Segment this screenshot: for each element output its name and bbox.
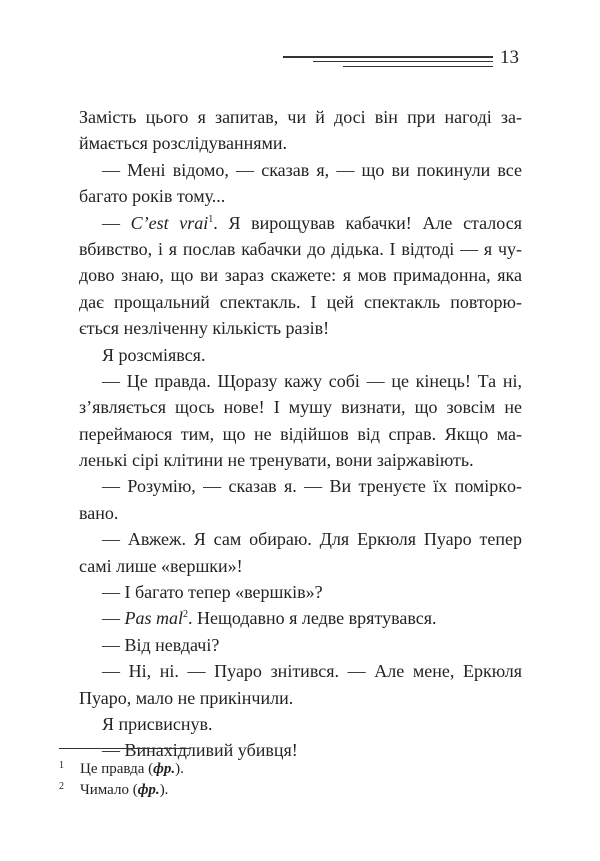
page-number: 13	[500, 47, 519, 68]
text-run: з’являється щось нове! І мушу визнати, що зовсім не	[79, 397, 522, 418]
footnote-text: Чимало (	[80, 782, 138, 798]
text-line	[79, 579, 522, 605]
footnote-text: Це правда (	[80, 761, 154, 777]
footnote: 1 Це правда (фр.).	[59, 760, 184, 777]
footnote-lang: фр.	[153, 761, 176, 777]
text-run: — Це правда. Щоразу кажу собі — це кінець! Та ні,	[102, 370, 522, 391]
text-line	[79, 685, 522, 711]
text-run: — І багато тепер «вершків»?	[102, 582, 323, 603]
text-line	[79, 447, 522, 473]
text-run: — Авжеж. Я сам обираю. Для Еркюля Пуаро тепер	[102, 529, 522, 550]
text-run: переймаюся тим, що не відійшов від справ. Якщо ма-	[79, 423, 522, 444]
text-line	[79, 262, 522, 288]
footnote: 2 Чимало (фр.).	[59, 781, 169, 798]
text-run: — Мені відомо, — сказав я, — що ви покинули все	[102, 159, 522, 180]
header-rule	[343, 66, 493, 67]
text-line	[79, 421, 522, 447]
text-line	[79, 236, 522, 262]
text-line	[79, 711, 522, 737]
text-line	[79, 526, 522, 552]
text-line	[79, 368, 522, 394]
body-text	[79, 104, 522, 764]
text-run: ймається розслідуваннями.	[79, 133, 288, 154]
page-header	[0, 0, 600, 90]
text-line	[79, 632, 522, 658]
footnote-ref: 2	[183, 609, 188, 621]
text-run: —	[102, 212, 131, 233]
text-line	[79, 394, 522, 420]
text-run: вано.	[79, 502, 119, 523]
text-line	[79, 183, 522, 209]
text-run: Я розсміявся.	[102, 344, 206, 365]
text-run: дово знаю, що ви зараз скажете: я мов примадонна, яка	[79, 265, 522, 286]
footnote-separator	[59, 748, 190, 749]
text-run: —	[102, 608, 125, 629]
text-run: Пуаро, мало не прикінчили.	[79, 687, 294, 708]
text-run: ється незліченну кількість разів!	[79, 318, 330, 339]
text-line	[79, 342, 522, 368]
text-run: Я присвиснув.	[102, 713, 213, 734]
text-run: . Я вирощував кабачки! Але сталося	[213, 212, 522, 233]
italic-phrase: C’est vrai	[130, 212, 209, 233]
header-rule	[283, 56, 493, 58]
text-run: — Винахідливий убивця!	[102, 740, 298, 761]
text-run: — Ні, ні. — Пуаро знітився. — Але мене, Еркюля	[102, 661, 522, 682]
text-run: — Від невдачі?	[102, 634, 220, 655]
text-run: вбивство, і я послав кабачки до дідька. І відтоді — я чу-	[79, 238, 522, 259]
footnote-close: ).	[175, 761, 184, 777]
header-rule	[313, 61, 493, 62]
text-line	[79, 500, 522, 526]
text-run: дає прощальний спектакль. І цей спектакль повторю-	[79, 291, 522, 312]
footnote-ref: 1	[208, 213, 214, 225]
footnote-close: ).	[159, 782, 169, 798]
text-line	[79, 289, 522, 315]
text-line	[79, 473, 522, 499]
text-run: — Розумію, — сказав я. — Ви тренуєте їх поміркo-	[102, 476, 522, 497]
text-line	[79, 104, 522, 130]
text-line	[79, 658, 522, 684]
text-line	[79, 315, 522, 341]
text-line	[79, 553, 522, 579]
text-line	[79, 210, 522, 236]
text-run: . Нещодавно я ледве врятувався.	[188, 608, 437, 629]
text-run: ленькі сірі клітини не тренувати, вони заіржавіють.	[79, 450, 474, 471]
text-line	[79, 605, 522, 631]
text-run: багато років тому...	[79, 186, 226, 207]
text-run: самі лише «вершки»!	[79, 555, 243, 576]
italic-phrase: Pas mal	[124, 608, 183, 629]
footnote-lang: фр.	[137, 782, 160, 798]
footnotes	[59, 759, 519, 801]
text-line	[79, 130, 522, 156]
text-run: Замість цього я запитав, чи й досі він при нагоді за-	[79, 107, 522, 127]
text-line	[79, 157, 522, 183]
